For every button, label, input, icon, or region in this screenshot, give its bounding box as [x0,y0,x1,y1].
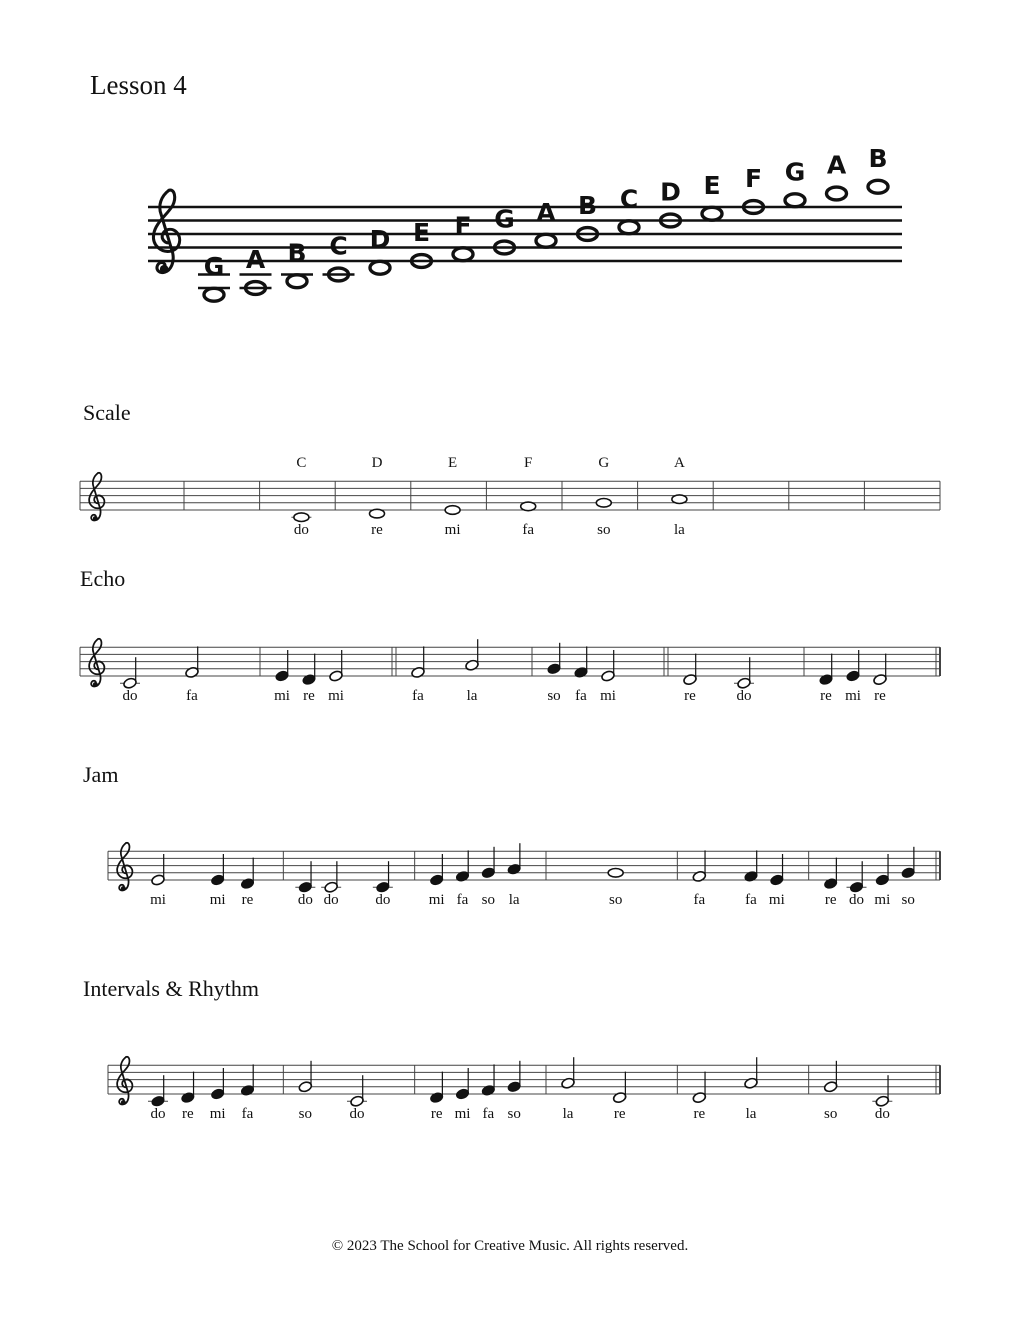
note-letter-label: B [577,191,598,220]
solfege-syllable: so [608,892,623,908]
note-letter: G [598,455,610,472]
solfege-syllable: do [736,688,752,704]
note-letter: A [673,455,685,472]
solfege-syllable: re [820,688,832,704]
staff-0 [80,455,940,538]
solfege-syllable: fa [575,688,587,704]
note-letter-label: C [619,184,639,214]
chart-note [204,288,224,301]
staff-1 [80,639,940,704]
solfege-syllable: mi [454,1106,471,1122]
solfege-syllable: re [874,688,886,704]
solfege-syllable: re [241,892,254,908]
section-title-echo: Echo [80,566,126,591]
solfege-syllable: so [547,688,561,704]
solfege-syllable: mi [150,892,166,908]
chart-note [827,187,847,200]
solfege-syllable: re [430,1106,443,1122]
note-letter: E [448,455,458,472]
solfege-syllable: fa [745,892,757,908]
solfege-syllable: mi [209,1106,226,1122]
solfege-syllable: do [323,892,339,908]
note-letter-label: D [660,177,681,207]
note-letter-label: A [536,197,556,227]
solfege-syllable: do [849,892,864,908]
chart-note [702,207,722,220]
solfege-syllable: fa [522,522,535,538]
solfege-syllable: mi [600,688,616,704]
solfege-syllable: mi [845,688,861,704]
note-letter-label: G [203,251,225,281]
solfege-syllable: la [466,688,478,704]
note-letter-label: B [287,238,307,268]
note-letter: D [371,455,383,472]
section-title-jam: Jam [83,762,119,787]
note-letter-label: F [454,211,472,241]
solfege-syllable: la [745,1106,757,1122]
solfege-syllable: so [597,522,611,538]
solfege-syllable: re [613,1106,626,1122]
chart-note [785,194,805,207]
staff-3 [108,1057,940,1122]
solfege-syllable: do [375,892,391,908]
solfege-syllable: do [349,1106,365,1122]
note-head [294,513,309,522]
solfege-syllable: do [297,892,313,908]
note-head [672,495,687,504]
solfege-syllable: so [507,1106,521,1122]
solfege-syllable: mi [209,892,226,908]
solfege-syllable: so [481,892,496,908]
solfege-syllable: mi [274,688,290,704]
note-letter: F [524,455,533,472]
treble-clef-icon [117,843,132,891]
note-letter-label: D [369,224,391,254]
solfege-syllable: la [562,1106,574,1122]
solfege-syllable: so [901,892,915,908]
solfege-syllable: do [150,1106,166,1122]
solfege-syllable: fa [186,688,198,704]
treble-clef-icon [89,639,104,687]
note-letter-label: F [744,164,763,193]
page-title: Lesson 4 [90,70,187,100]
note-head [521,502,536,511]
solfege-syllable: mi [328,688,344,704]
solfege-syllable: la [508,892,520,908]
treble-clef-icon [117,1057,132,1105]
solfege-syllable: fa [456,892,469,908]
copyright-footer: © 2023 The School for Creative Music. All rights reserved. [331,1238,689,1254]
solfege-syllable: la [673,522,685,538]
solfege-syllable: mi [428,892,445,908]
solfege-syllable: do [122,688,138,704]
note-chart [148,144,902,301]
solfege-syllable: re [824,892,837,908]
note-letter-label: B [868,143,888,173]
solfege-syllable: re [371,522,383,538]
note-letter-label: G [494,204,515,234]
section-title-intervals-rhythm: Intervals & Rhythm [83,976,259,1001]
chart-note [868,180,888,193]
solfege-syllable: re [182,1106,194,1122]
note-letter: C [296,455,307,472]
solfege-syllable: fa [482,1106,495,1122]
note-head [445,506,460,515]
note-letter-label: E [703,170,721,200]
note-letter-label: A [826,150,847,180]
solfege-syllable: re [693,1106,706,1122]
note-head [596,499,611,508]
solfege-syllable: mi [768,892,785,908]
solfege-syllable: do [874,1106,890,1122]
chart-note [370,261,390,274]
note-head [370,509,385,518]
note-letter-label: C [329,231,348,261]
staff-2 [108,843,940,908]
solfege-syllable: do [293,522,309,538]
solfege-syllable: fa [412,688,424,704]
treble-clef-icon [89,473,104,521]
chart-note [287,275,307,288]
solfege-syllable: re [684,688,696,704]
solfege-syllable: mi [444,522,461,538]
solfege-syllable: so [298,1106,313,1122]
chart-note [453,248,473,261]
solfege-syllable: fa [693,892,706,908]
solfege-syllable: mi [874,892,891,908]
note-letter-label: E [412,218,431,247]
solfege-syllable: fa [241,1106,254,1122]
exercise-staves [80,455,940,1122]
note-head [608,869,623,878]
note-letter-label: G [784,157,806,187]
note-letter-label: A [245,245,266,274]
chart-note [619,221,639,234]
section-title-scale: Scale [83,400,131,425]
chart-note [536,234,556,247]
solfege-syllable: so [823,1106,838,1122]
solfege-syllable: re [303,688,315,704]
